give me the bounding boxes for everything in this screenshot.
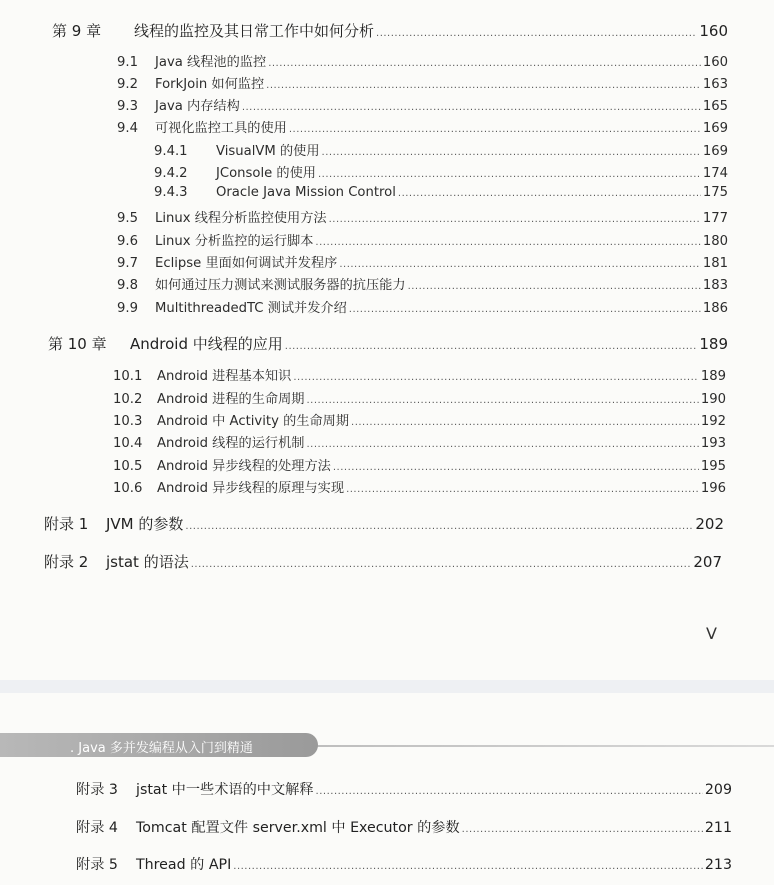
page-number: 160 (702, 55, 728, 70)
section-number: 9.4.1 (154, 144, 188, 159)
page-number: 177 (702, 211, 728, 226)
page-number: 174 (702, 166, 728, 181)
leader-dots (307, 439, 699, 450)
appendix-title: JVM 的参数 (106, 515, 184, 533)
section-title: Android 进程的生命周期 (157, 392, 305, 407)
toc-entry[interactable] (117, 274, 728, 293)
toc-entry[interactable] (154, 162, 728, 181)
page-number: 169 (702, 121, 728, 136)
appendix-number: 附录 1 (44, 515, 89, 533)
page-number: 175 (702, 185, 728, 200)
toc-entry[interactable] (117, 207, 728, 226)
toc-entry[interactable] (154, 140, 728, 159)
page-number: 195 (700, 459, 726, 474)
toc-entry[interactable] (113, 365, 726, 384)
page-number: 180 (702, 234, 728, 249)
section-title: Linux 线程分析监控使用方法 (155, 211, 327, 226)
section-title: Java 内存结构 (155, 99, 240, 114)
toc-entry[interactable] (154, 185, 728, 200)
section-number: 9.8 (117, 278, 138, 293)
toc-appendix-2[interactable] (44, 551, 722, 572)
page-number: 207 (693, 553, 722, 571)
toc-entry[interactable] (113, 388, 726, 407)
page-number: 211 (704, 820, 732, 836)
toc-entry[interactable] (117, 252, 728, 271)
appendix-title: jstat 的语法 (106, 553, 189, 571)
toc-page-lower (0, 693, 774, 885)
section-title: Oracle Java Mission Control (216, 185, 396, 200)
section-title: Java 线程池的监控 (155, 55, 267, 70)
chapter-title: Android 中线程的应用 (130, 335, 283, 353)
chapter-number: 第 9 章 (52, 22, 102, 40)
section-title: Android 中 Activity 的生命周期 (157, 414, 350, 429)
leader-dots (268, 58, 701, 69)
toc-entry[interactable] (113, 432, 726, 451)
page-number: 183 (702, 278, 728, 293)
page-number: 186 (702, 301, 728, 316)
section-title: 可视化监控工具的使用 (155, 121, 287, 136)
appendix-number: 附录 5 (76, 857, 118, 873)
page-number: 202 (695, 515, 724, 533)
toc-entry[interactable] (113, 455, 726, 474)
leader-dots (351, 417, 699, 428)
section-title: MultithreadedTC 测试并发介绍 (155, 301, 347, 316)
section-number: 9.2 (117, 77, 138, 92)
section-title: ForkJoin 如何监控 (155, 77, 265, 92)
chapter-number: 第 10 章 (48, 335, 107, 353)
page-number: 209 (704, 782, 732, 798)
section-title: Android 异步线程的处理方法 (157, 459, 331, 474)
leader-dots (285, 341, 698, 352)
leader-dots (293, 372, 699, 383)
section-title: Linux 分析监控的运行脚本 (155, 234, 314, 249)
section-number: 10.2 (113, 392, 143, 407)
section-number: 10.3 (113, 414, 143, 429)
leader-dots (329, 214, 701, 225)
leader-dots (316, 786, 703, 797)
section-title: VisualVM 的使用 (216, 144, 320, 159)
toc-chapter-9[interactable] (52, 20, 728, 41)
section-number: 9.1 (117, 55, 138, 70)
running-head-rule (300, 745, 774, 747)
appendix-title: Tomcat 配置文件 server.xml 中 Executor 的参数 (136, 820, 460, 836)
section-number: 9.7 (117, 256, 138, 271)
toc-entry[interactable] (117, 230, 728, 249)
section-title: Android 异步线程的原理与实现 (157, 481, 345, 496)
section-number: 9.4.3 (154, 185, 188, 200)
section-number: 10.4 (113, 436, 143, 451)
page-number: 213 (704, 857, 732, 873)
appendix-number: 附录 4 (76, 820, 118, 836)
leader-dots (346, 484, 699, 495)
toc-appendix-3[interactable] (76, 779, 732, 799)
section-title: Android 进程基本知识 (157, 369, 292, 384)
leader-dots (266, 80, 701, 91)
page-number: 190 (700, 392, 726, 407)
leader-dots (318, 169, 701, 180)
chapter-title: 线程的监控及其日常工作中如何分析 (134, 22, 375, 40)
section-number: 9.6 (117, 234, 138, 249)
leader-dots (289, 124, 701, 135)
toc-chapter-10[interactable] (48, 333, 728, 354)
section-number: 10.1 (113, 369, 143, 384)
section-number: 9.3 (117, 99, 138, 114)
section-title: Android 线程的运行机制 (157, 436, 305, 451)
page-number: 189 (699, 335, 728, 353)
leader-dots (191, 559, 692, 570)
toc-entry[interactable] (113, 477, 726, 496)
toc-entry[interactable] (117, 117, 728, 136)
page-number: 193 (700, 436, 726, 451)
toc-appendix-1[interactable] (44, 513, 724, 534)
page-number: 169 (702, 144, 728, 159)
page-folio: V (706, 624, 717, 643)
appendix-title: Thread 的 API (136, 857, 232, 873)
appendix-title: jstat 中一些术语的中文解释 (136, 782, 314, 798)
leader-dots (185, 521, 693, 532)
page-number: 196 (700, 481, 726, 496)
toc-entry[interactable] (117, 95, 728, 114)
leader-dots (315, 237, 700, 248)
toc-appendix-5[interactable] (76, 854, 732, 874)
section-title: Eclipse 里面如何调试并发程序 (155, 256, 338, 271)
leader-dots (339, 259, 700, 270)
page-number: 181 (702, 256, 728, 271)
section-number: 10.6 (113, 481, 143, 496)
page-number: 165 (702, 99, 728, 114)
section-number: 9.5 (117, 211, 138, 226)
section-number: 9.4 (117, 121, 138, 136)
appendix-number: 附录 3 (76, 782, 118, 798)
leader-dots (462, 824, 703, 835)
section-number: 9.9 (117, 301, 138, 316)
appendix-number: 附录 2 (44, 553, 89, 571)
leader-dots (408, 281, 701, 292)
page-number: 189 (700, 369, 726, 384)
section-number: 9.4.2 (154, 166, 188, 181)
toc-appendix-4[interactable] (76, 817, 732, 837)
running-head: . Java 多并发编程从入门到精通 (70, 741, 253, 756)
section-title: JConsole 的使用 (216, 166, 316, 181)
leader-dots (233, 861, 703, 872)
section-number: 10.5 (113, 459, 143, 474)
leader-dots (398, 188, 701, 199)
toc-entry[interactable] (113, 410, 726, 429)
leader-dots (242, 102, 701, 113)
page-number: 163 (702, 77, 728, 92)
toc-entry[interactable] (117, 297, 728, 316)
leader-dots (349, 304, 701, 315)
leader-dots (322, 147, 701, 158)
toc-entry[interactable] (117, 51, 728, 70)
leader-dots (307, 395, 699, 406)
leader-dots (376, 28, 697, 39)
page-number: 160 (699, 22, 728, 40)
page-number: 192 (700, 414, 726, 429)
toc-entry[interactable] (117, 73, 728, 92)
leader-dots (333, 462, 699, 473)
section-title: 如何通过压力测试来测试服务器的抗压能力 (155, 278, 406, 293)
